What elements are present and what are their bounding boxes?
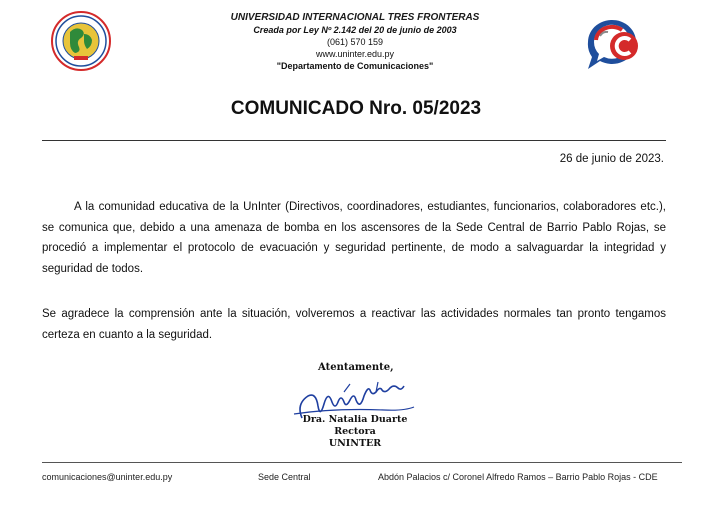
footer-address: Abdón Palacios c/ Coronel Alfredo Ramos – Barrio Pablo Rojas - CDE — [378, 472, 658, 482]
creation-law: Creada por Ley Nº 2.142 del 20 de junio de 2003 — [253, 25, 457, 35]
signer-role: Rectora — [334, 426, 376, 437]
header-divider — [42, 140, 666, 141]
website: www.uninter.edu.py — [315, 49, 395, 59]
body-paragraph-1: A la comunidad educativa de la UnInter (Directivos, coordinadores, estudiantes, funcionarios, colaboradores etc.), se comunica que, debido a una amenaza de bomba en los ascensores de la Sede Central de Barrio Pablo Rojas, se procedió a implementar el protocolo de evacuación y seguridad pertinente, de modo a salvaguardar la integridad y seguridad de todos. — [42, 201, 666, 275]
university-seal-icon — [50, 10, 112, 72]
document-date: 26 de junio de 2023. — [559, 153, 664, 165]
body-paragraph-2: Se agradece la comprensión ante la situación, volveremos a reactivar las actividades normales tan pronto tengamos certeza en cuanto a la seguridad. — [42, 308, 666, 341]
signer-institution: UNINTER — [328, 438, 382, 449]
footer-divider — [42, 462, 682, 463]
department-name: "Departamento de Comunicaciones" — [276, 61, 434, 71]
letterhead — [200, 12, 510, 72]
document-title: COMUNICADO Nro. 05/2023 — [230, 98, 482, 119]
phone-number: (061) 570 159 — [326, 37, 384, 47]
signer-name: Dra. Natalia Duarte — [302, 414, 408, 425]
footer-site: Sede Central — [258, 472, 311, 482]
communications-logo-icon — [580, 14, 650, 72]
signer-block — [290, 414, 420, 450]
closing-salutation: Atentamente, — [318, 362, 394, 373]
university-name: UNIVERSIDAD INTERNACIONAL TRES FRONTERAS — [230, 12, 480, 23]
footer-email: comunicaciones@uninter.edu.py — [42, 472, 173, 482]
